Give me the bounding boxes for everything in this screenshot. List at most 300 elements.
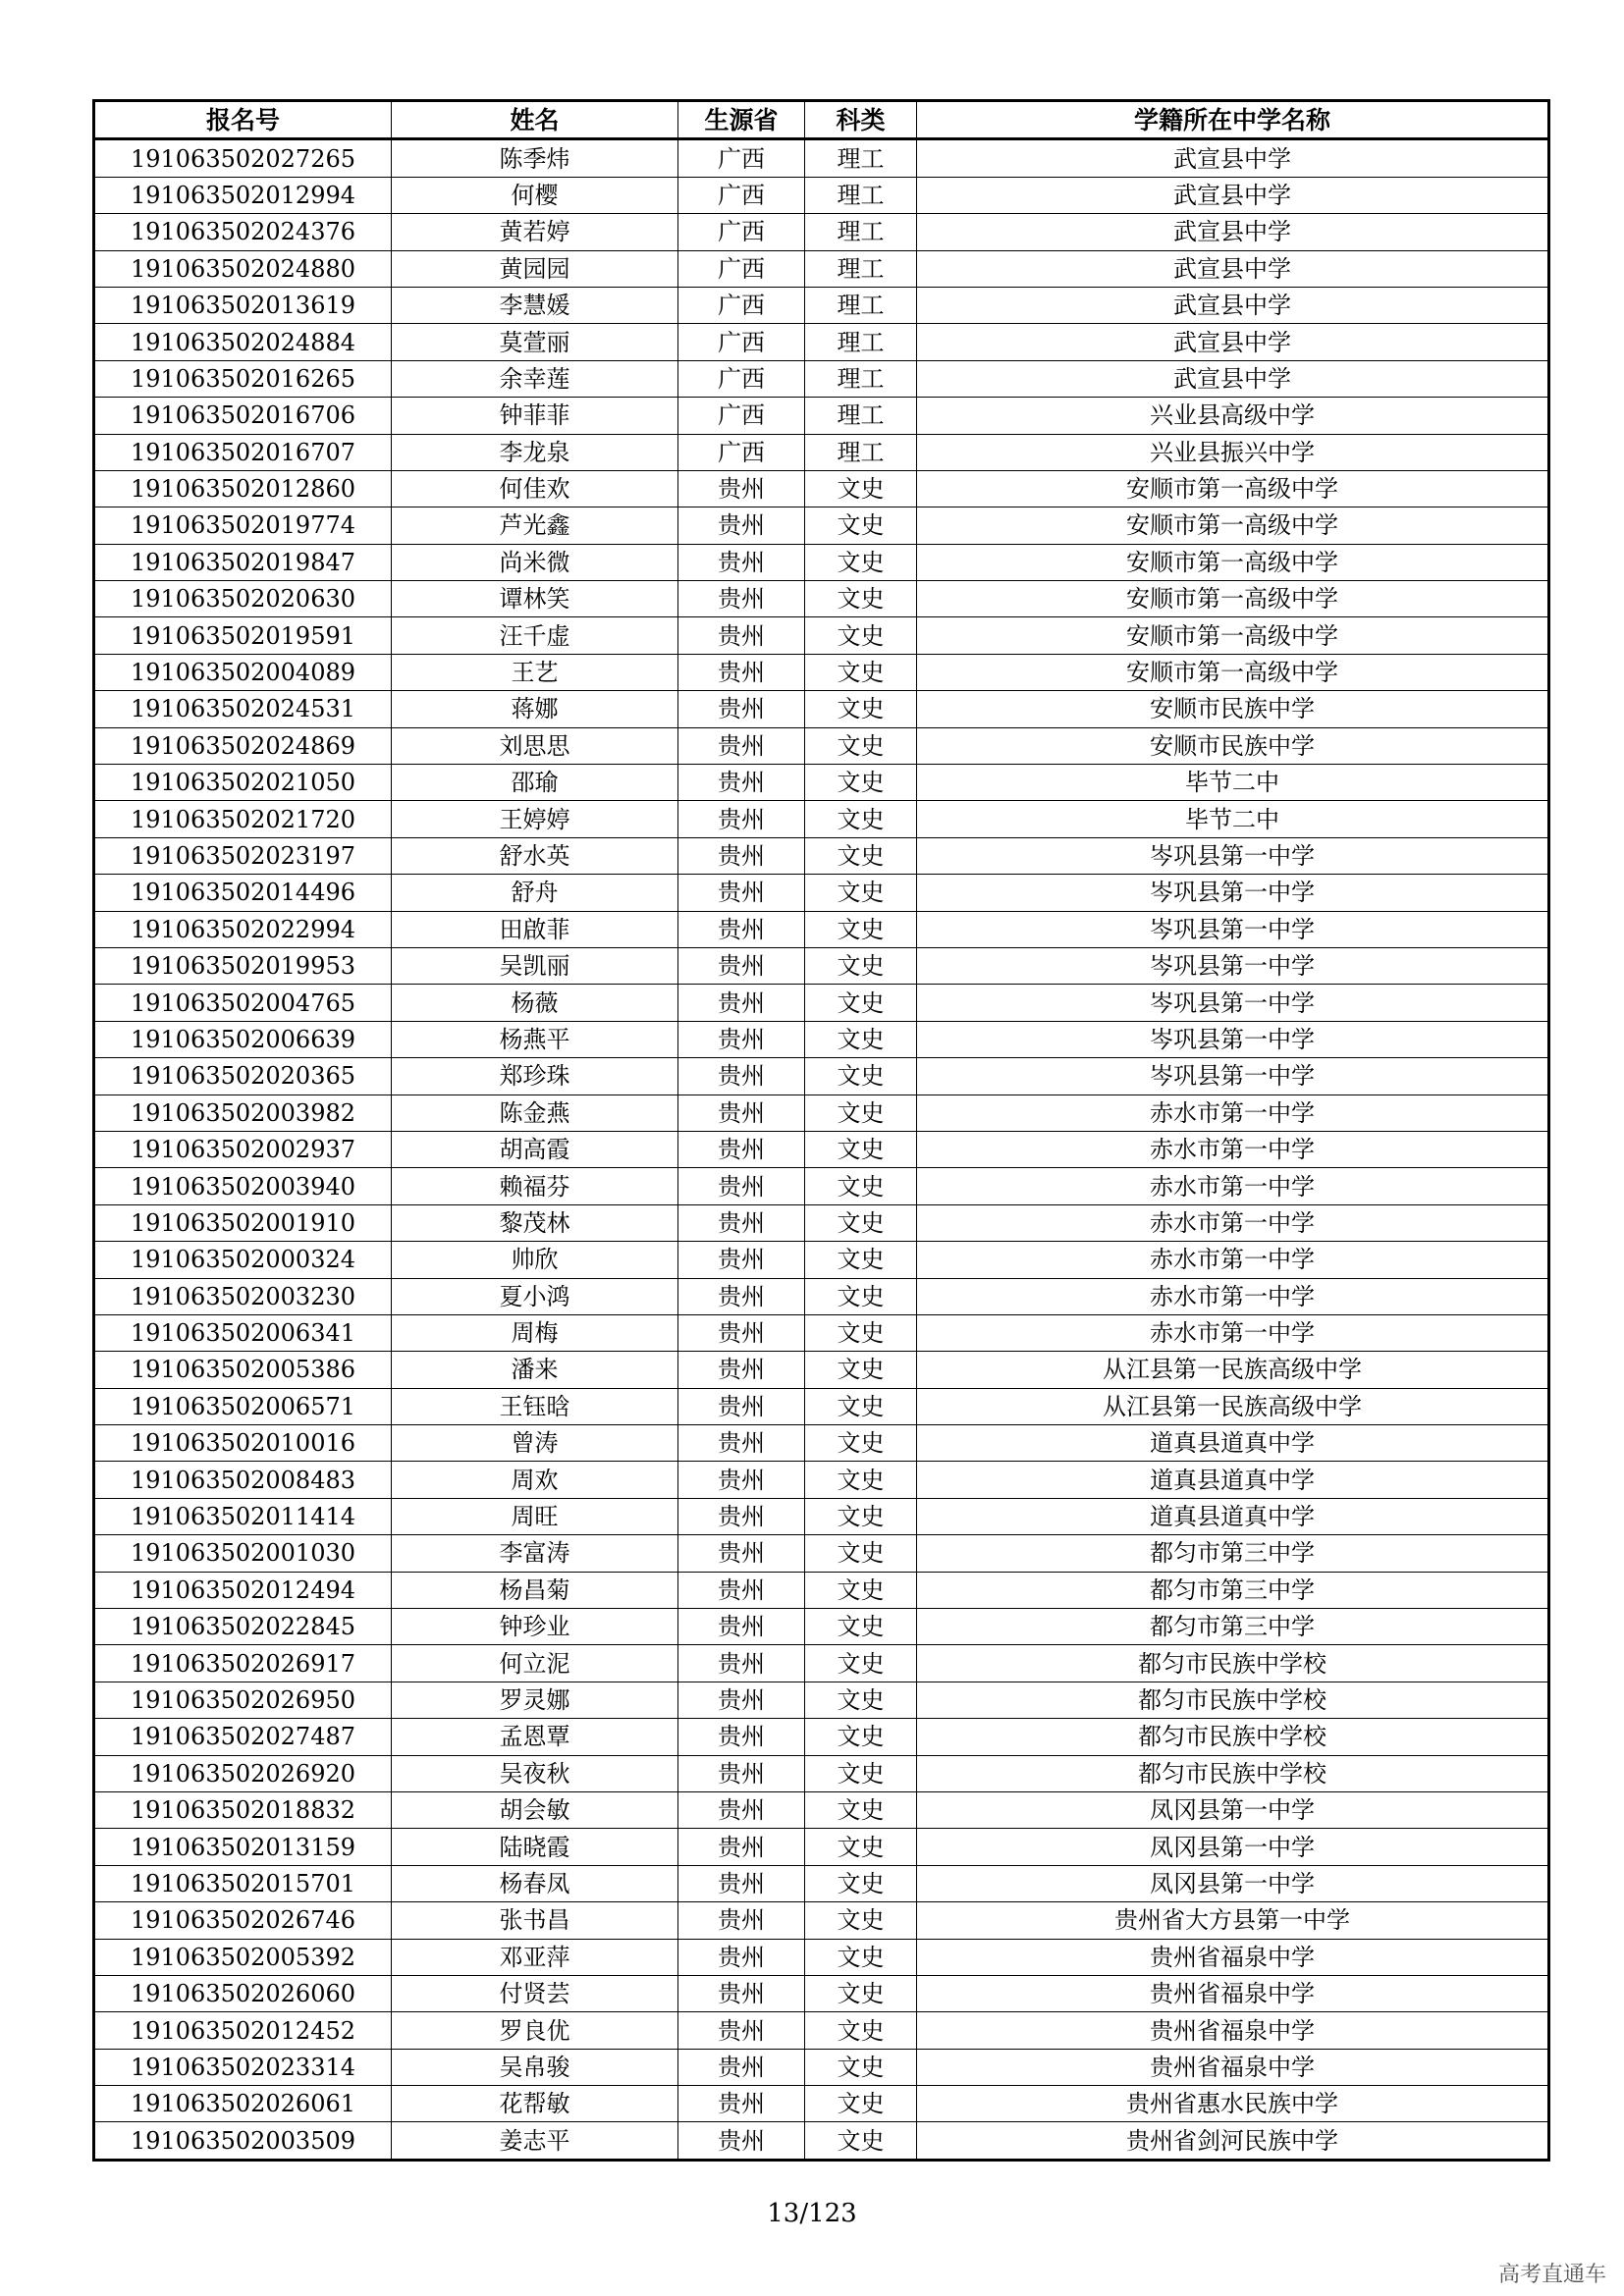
province-cell: 广西 xyxy=(678,214,805,250)
category-cell: 文史 xyxy=(805,947,917,984)
registration-number-cell: 191063502021050 xyxy=(94,765,392,801)
table-row xyxy=(94,398,1549,434)
school-cell: 凤冈县第一中学 xyxy=(917,1865,1549,1901)
school-cell: 道真县道真中学 xyxy=(917,1462,1549,1498)
name-cell: 周欢 xyxy=(392,1462,678,1498)
category-cell: 文史 xyxy=(805,1975,917,2011)
registration-number-cell: 191063502020365 xyxy=(94,1058,392,1095)
table-row xyxy=(94,1975,1549,2011)
table-row xyxy=(94,1462,1549,1498)
school-cell: 兴业县高级中学 xyxy=(917,398,1549,434)
registration-number-cell: 191063502005386 xyxy=(94,1352,392,1388)
province-cell: 贵州 xyxy=(678,581,805,617)
name-cell: 吴凯丽 xyxy=(392,947,678,984)
table-row xyxy=(94,1719,1549,1755)
category-cell: 文史 xyxy=(805,2049,917,2085)
name-cell: 陈季炜 xyxy=(392,139,678,177)
name-cell: 邵瑜 xyxy=(392,765,678,801)
table-row xyxy=(94,214,1549,250)
name-cell: 杨春凤 xyxy=(392,1865,678,1901)
school-cell: 安顺市第一高级中学 xyxy=(917,470,1549,507)
registration-number-cell: 191063502014496 xyxy=(94,875,392,911)
school-cell: 岑巩县第一中学 xyxy=(917,911,1549,947)
school-cell: 兴业县振兴中学 xyxy=(917,434,1549,470)
province-cell: 贵州 xyxy=(678,1352,805,1388)
category-cell: 理工 xyxy=(805,324,917,360)
registration-number-cell: 191063502019953 xyxy=(94,947,392,984)
category-cell: 文史 xyxy=(805,727,917,764)
school-cell: 道真县道真中学 xyxy=(917,1425,1549,1462)
table-row xyxy=(94,1278,1549,1314)
category-cell: 文史 xyxy=(805,1425,917,1462)
registration-number-cell: 191063502012452 xyxy=(94,2012,392,2049)
name-cell: 刘思思 xyxy=(392,727,678,764)
province-cell: 广西 xyxy=(678,360,805,397)
name-cell: 罗良优 xyxy=(392,2012,678,2049)
category-cell: 理工 xyxy=(805,214,917,250)
school-cell: 赤水市第一中学 xyxy=(917,1095,1549,1131)
name-cell: 莫萱丽 xyxy=(392,324,678,360)
name-cell: 郑珍珠 xyxy=(392,1058,678,1095)
province-cell: 贵州 xyxy=(678,1975,805,2011)
name-cell: 王婷婷 xyxy=(392,801,678,837)
school-cell: 从江县第一民族高级中学 xyxy=(917,1388,1549,1424)
school-cell: 武宣县中学 xyxy=(917,214,1549,250)
category-cell: 文史 xyxy=(805,2122,917,2160)
table-row xyxy=(94,801,1549,837)
province-cell: 贵州 xyxy=(678,1095,805,1131)
school-cell: 岑巩县第一中学 xyxy=(917,837,1549,874)
registration-number-cell: 191063502024869 xyxy=(94,727,392,764)
registration-number-cell: 191063502002937 xyxy=(94,1131,392,1167)
table-row xyxy=(94,1829,1549,1865)
table-row xyxy=(94,470,1549,507)
name-cell: 罗灵娜 xyxy=(392,1682,678,1718)
province-cell: 贵州 xyxy=(678,1131,805,1167)
table-row xyxy=(94,507,1549,544)
category-cell: 文史 xyxy=(805,1535,917,1572)
table-row xyxy=(94,1058,1549,1095)
province-cell: 贵州 xyxy=(678,654,805,690)
registration-number-cell: 191063502006341 xyxy=(94,1314,392,1351)
province-cell: 贵州 xyxy=(678,1242,805,1278)
table-row xyxy=(94,2122,1549,2160)
name-cell: 田啟菲 xyxy=(392,911,678,947)
table-row xyxy=(94,1682,1549,1718)
table-row xyxy=(94,2049,1549,2085)
province-cell: 贵州 xyxy=(678,507,805,544)
table-row xyxy=(94,2086,1549,2122)
name-cell: 黎茂林 xyxy=(392,1204,678,1241)
registration-number-cell: 191063502006571 xyxy=(94,1388,392,1424)
school-cell: 都匀市民族中学校 xyxy=(917,1682,1549,1718)
province-cell: 广西 xyxy=(678,324,805,360)
registration-number-cell: 191063502019591 xyxy=(94,617,392,654)
registration-number-cell: 191063502024884 xyxy=(94,324,392,360)
admissions-table xyxy=(92,99,1550,2162)
name-cell: 帅欣 xyxy=(392,1242,678,1278)
school-cell: 都匀市民族中学校 xyxy=(917,1755,1549,1791)
registration-number-cell: 191063502018832 xyxy=(94,1791,392,1828)
school-cell: 贵州省福泉中学 xyxy=(917,1939,1549,1975)
registration-number-cell: 191063502019774 xyxy=(94,507,392,544)
name-cell: 周旺 xyxy=(392,1498,678,1534)
name-cell: 花帮敏 xyxy=(392,2086,678,2122)
registration-number-cell: 191063502022994 xyxy=(94,911,392,947)
province-cell: 贵州 xyxy=(678,1498,805,1534)
name-cell: 邓亚萍 xyxy=(392,1939,678,1975)
table-row xyxy=(94,617,1549,654)
name-cell: 余幸莲 xyxy=(392,360,678,397)
province-cell: 贵州 xyxy=(678,1865,805,1901)
header-category: 科类 xyxy=(805,101,917,139)
registration-number-cell: 191063502027487 xyxy=(94,1719,392,1755)
name-cell: 黄若婷 xyxy=(392,214,678,250)
school-cell: 毕节二中 xyxy=(917,801,1549,837)
name-cell: 舒水英 xyxy=(392,837,678,874)
name-cell: 周梅 xyxy=(392,1314,678,1351)
category-cell: 理工 xyxy=(805,139,917,177)
name-cell: 胡高霞 xyxy=(392,1131,678,1167)
table-row xyxy=(94,2012,1549,2049)
header-registration-number: 报名号 xyxy=(94,101,392,139)
school-cell: 都匀市第三中学 xyxy=(917,1535,1549,1572)
school-cell: 赤水市第一中学 xyxy=(917,1168,1549,1204)
table-row xyxy=(94,287,1549,323)
table-row xyxy=(94,139,1549,177)
table-header xyxy=(94,101,1549,139)
province-cell: 广西 xyxy=(678,250,805,287)
school-cell: 武宣县中学 xyxy=(917,139,1549,177)
school-cell: 岑巩县第一中学 xyxy=(917,1021,1549,1057)
table-row xyxy=(94,1242,1549,1278)
category-cell: 文史 xyxy=(805,875,917,911)
table-row xyxy=(94,1095,1549,1131)
table-row xyxy=(94,581,1549,617)
category-cell: 文史 xyxy=(805,1388,917,1424)
province-cell: 贵州 xyxy=(678,1902,805,1939)
category-cell: 文史 xyxy=(805,1204,917,1241)
province-cell: 贵州 xyxy=(678,1939,805,1975)
header-name: 姓名 xyxy=(392,101,678,139)
province-cell: 贵州 xyxy=(678,617,805,654)
name-cell: 黄园园 xyxy=(392,250,678,287)
school-cell: 武宣县中学 xyxy=(917,177,1549,213)
province-cell: 贵州 xyxy=(678,1462,805,1498)
table-row xyxy=(94,360,1549,397)
school-cell: 毕节二中 xyxy=(917,765,1549,801)
table-row xyxy=(94,1021,1549,1057)
registration-number-cell: 191063502023314 xyxy=(94,2049,392,2085)
category-cell: 文史 xyxy=(805,1645,917,1682)
category-cell: 文史 xyxy=(805,801,917,837)
registration-number-cell: 191063502006639 xyxy=(94,1021,392,1057)
table-row xyxy=(94,1902,1549,1939)
category-cell: 文史 xyxy=(805,985,917,1021)
province-cell: 广西 xyxy=(678,177,805,213)
registration-number-cell: 191063502012994 xyxy=(94,177,392,213)
province-cell: 贵州 xyxy=(678,544,805,580)
name-cell: 何佳欢 xyxy=(392,470,678,507)
category-cell: 文史 xyxy=(805,1462,917,1498)
province-cell: 广西 xyxy=(678,434,805,470)
province-cell: 贵州 xyxy=(678,2086,805,2122)
registration-number-cell: 191063502027265 xyxy=(94,139,392,177)
province-cell: 贵州 xyxy=(678,1388,805,1424)
registration-number-cell: 191063502000324 xyxy=(94,1242,392,1278)
province-cell: 贵州 xyxy=(678,2049,805,2085)
registration-number-cell: 191063502012494 xyxy=(94,1572,392,1608)
school-cell: 武宣县中学 xyxy=(917,360,1549,397)
province-cell: 贵州 xyxy=(678,727,805,764)
page-number: 13/123 xyxy=(767,2199,857,2228)
registration-number-cell: 191063502004089 xyxy=(94,654,392,690)
school-cell: 贵州省剑河民族中学 xyxy=(917,2122,1549,2160)
province-cell: 广西 xyxy=(678,287,805,323)
table-row xyxy=(94,837,1549,874)
province-cell: 贵州 xyxy=(678,2012,805,2049)
school-cell: 赤水市第一中学 xyxy=(917,1204,1549,1241)
category-cell: 理工 xyxy=(805,250,917,287)
school-cell: 凤冈县第一中学 xyxy=(917,1829,1549,1865)
table-row xyxy=(94,1572,1549,1608)
table-row xyxy=(94,544,1549,580)
registration-number-cell: 191063502003940 xyxy=(94,1168,392,1204)
school-cell: 道真县道真中学 xyxy=(917,1498,1549,1534)
category-cell: 理工 xyxy=(805,287,917,323)
registration-number-cell: 191063502003982 xyxy=(94,1095,392,1131)
school-cell: 都匀市民族中学校 xyxy=(917,1719,1549,1755)
category-cell: 文史 xyxy=(805,1791,917,1828)
table-row xyxy=(94,654,1549,690)
school-cell: 安顺市民族中学 xyxy=(917,727,1549,764)
table-row xyxy=(94,1314,1549,1351)
category-cell: 文史 xyxy=(805,654,917,690)
name-cell: 汪千虚 xyxy=(392,617,678,654)
table-row xyxy=(94,727,1549,764)
table-row xyxy=(94,177,1549,213)
registration-number-cell: 191063502024376 xyxy=(94,214,392,250)
category-cell: 理工 xyxy=(805,360,917,397)
name-cell: 杨昌菊 xyxy=(392,1572,678,1608)
category-cell: 文史 xyxy=(805,1021,917,1057)
table-row xyxy=(94,1865,1549,1901)
table-row xyxy=(94,1939,1549,1975)
school-cell: 安顺市第一高级中学 xyxy=(917,654,1549,690)
table-row xyxy=(94,985,1549,1021)
table-body xyxy=(94,139,1549,2160)
table-row xyxy=(94,1498,1549,1534)
school-cell: 武宣县中学 xyxy=(917,250,1549,287)
registration-number-cell: 191063502013159 xyxy=(94,1829,392,1865)
name-cell: 曾涛 xyxy=(392,1425,678,1462)
table-row xyxy=(94,765,1549,801)
registration-number-cell: 191063502024531 xyxy=(94,691,392,727)
table-row xyxy=(94,1425,1549,1462)
province-cell: 贵州 xyxy=(678,1829,805,1865)
name-cell: 陈金燕 xyxy=(392,1095,678,1131)
category-cell: 理工 xyxy=(805,434,917,470)
category-cell: 文史 xyxy=(805,1168,917,1204)
registration-number-cell: 191063502026746 xyxy=(94,1902,392,1939)
registration-number-cell: 191063502013619 xyxy=(94,287,392,323)
name-cell: 胡会敏 xyxy=(392,1791,678,1828)
registration-number-cell: 191063502016265 xyxy=(94,360,392,397)
province-cell: 贵州 xyxy=(678,1645,805,1682)
province-cell: 贵州 xyxy=(678,2122,805,2160)
name-cell: 舒舟 xyxy=(392,875,678,911)
category-cell: 文史 xyxy=(805,1278,917,1314)
registration-number-cell: 191063502026917 xyxy=(94,1645,392,1682)
category-cell: 理工 xyxy=(805,398,917,434)
school-cell: 都匀市第三中学 xyxy=(917,1572,1549,1608)
school-cell: 贵州省福泉中学 xyxy=(917,2049,1549,2085)
name-cell: 钟珍业 xyxy=(392,1609,678,1645)
table-row xyxy=(94,875,1549,911)
school-cell: 岑巩县第一中学 xyxy=(917,875,1549,911)
school-cell: 岑巩县第一中学 xyxy=(917,1058,1549,1095)
registration-number-cell: 191063502016706 xyxy=(94,398,392,434)
category-cell: 文史 xyxy=(805,1498,917,1534)
registration-number-cell: 191063502024880 xyxy=(94,250,392,287)
registration-number-cell: 191063502020630 xyxy=(94,581,392,617)
name-cell: 何立泥 xyxy=(392,1645,678,1682)
name-cell: 吴夜秋 xyxy=(392,1755,678,1791)
province-cell: 贵州 xyxy=(678,1682,805,1718)
school-cell: 赤水市第一中学 xyxy=(917,1131,1549,1167)
name-cell: 何樱 xyxy=(392,177,678,213)
province-cell: 贵州 xyxy=(678,1719,805,1755)
name-cell: 赖福芬 xyxy=(392,1168,678,1204)
category-cell: 文史 xyxy=(805,1314,917,1351)
school-cell: 安顺市第一高级中学 xyxy=(917,617,1549,654)
province-cell: 贵州 xyxy=(678,911,805,947)
school-cell: 从江县第一民族高级中学 xyxy=(917,1352,1549,1388)
table-row xyxy=(94,1168,1549,1204)
registration-number-cell: 191063502001910 xyxy=(94,1204,392,1241)
registration-number-cell: 191063502019847 xyxy=(94,544,392,580)
name-cell: 杨燕平 xyxy=(392,1021,678,1057)
school-cell: 都匀市民族中学校 xyxy=(917,1645,1549,1682)
province-cell: 广西 xyxy=(678,398,805,434)
name-cell: 陆晓霞 xyxy=(392,1829,678,1865)
province-cell: 贵州 xyxy=(678,1535,805,1572)
name-cell: 李富涛 xyxy=(392,1535,678,1572)
province-cell: 贵州 xyxy=(678,1278,805,1314)
category-cell: 文史 xyxy=(805,1352,917,1388)
table-row xyxy=(94,1791,1549,1828)
category-cell: 文史 xyxy=(805,617,917,654)
school-cell: 贵州省惠水民族中学 xyxy=(917,2086,1549,2122)
registration-number-cell: 191063502003509 xyxy=(94,2122,392,2160)
category-cell: 文史 xyxy=(805,2012,917,2049)
name-cell: 蒋娜 xyxy=(392,691,678,727)
registration-number-cell: 191063502022845 xyxy=(94,1609,392,1645)
province-cell: 贵州 xyxy=(678,1609,805,1645)
category-cell: 文史 xyxy=(805,1095,917,1131)
province-cell: 贵州 xyxy=(678,1755,805,1791)
name-cell: 吴帛骏 xyxy=(392,2049,678,2085)
name-cell: 付贤芸 xyxy=(392,1975,678,2011)
province-cell: 贵州 xyxy=(678,1314,805,1351)
name-cell: 杨薇 xyxy=(392,985,678,1021)
table-row xyxy=(94,1131,1549,1167)
province-cell: 贵州 xyxy=(678,691,805,727)
school-cell: 贵州省大方县第一中学 xyxy=(917,1902,1549,1939)
table-row xyxy=(94,691,1549,727)
category-cell: 文史 xyxy=(805,1131,917,1167)
category-cell: 文史 xyxy=(805,1829,917,1865)
school-cell: 岑巩县第一中学 xyxy=(917,947,1549,984)
name-cell: 李慧媛 xyxy=(392,287,678,323)
school-cell: 贵州省福泉中学 xyxy=(917,1975,1549,2011)
category-cell: 理工 xyxy=(805,177,917,213)
registration-number-cell: 191063502011414 xyxy=(94,1498,392,1534)
school-cell: 赤水市第一中学 xyxy=(917,1314,1549,1351)
registration-number-cell: 191063502008483 xyxy=(94,1462,392,1498)
registration-number-cell: 191063502005392 xyxy=(94,1939,392,1975)
registration-number-cell: 191063502026950 xyxy=(94,1682,392,1718)
registration-number-cell: 191063502026061 xyxy=(94,2086,392,2122)
category-cell: 文史 xyxy=(805,1058,917,1095)
category-cell: 文史 xyxy=(805,765,917,801)
registration-number-cell: 191063502003230 xyxy=(94,1278,392,1314)
registration-number-cell: 191063502001030 xyxy=(94,1535,392,1572)
registration-number-cell: 191063502012860 xyxy=(94,470,392,507)
category-cell: 文史 xyxy=(805,1902,917,1939)
category-cell: 文史 xyxy=(805,470,917,507)
table-row xyxy=(94,250,1549,287)
category-cell: 文史 xyxy=(805,507,917,544)
category-cell: 文史 xyxy=(805,1719,917,1755)
category-cell: 文史 xyxy=(805,1939,917,1975)
province-cell: 贵州 xyxy=(678,1572,805,1608)
province-cell: 贵州 xyxy=(678,801,805,837)
table-row xyxy=(94,1609,1549,1645)
registration-number-cell: 191063502010016 xyxy=(94,1425,392,1462)
school-cell: 凤冈县第一中学 xyxy=(917,1791,1549,1828)
registration-number-cell: 191063502023197 xyxy=(94,837,392,874)
category-cell: 文史 xyxy=(805,1682,917,1718)
name-cell: 钟菲菲 xyxy=(392,398,678,434)
school-cell: 武宣县中学 xyxy=(917,324,1549,360)
name-cell: 王钰晗 xyxy=(392,1388,678,1424)
province-cell: 贵州 xyxy=(678,837,805,874)
category-cell: 文史 xyxy=(805,544,917,580)
name-cell: 潘来 xyxy=(392,1352,678,1388)
province-cell: 广西 xyxy=(678,139,805,177)
name-cell: 谭林笑 xyxy=(392,581,678,617)
category-cell: 文史 xyxy=(805,691,917,727)
province-cell: 贵州 xyxy=(678,1204,805,1241)
province-cell: 贵州 xyxy=(678,470,805,507)
category-cell: 文史 xyxy=(805,1572,917,1608)
header-row xyxy=(94,101,1549,139)
table-row xyxy=(94,434,1549,470)
province-cell: 贵州 xyxy=(678,1058,805,1095)
province-cell: 贵州 xyxy=(678,1791,805,1828)
province-cell: 贵州 xyxy=(678,765,805,801)
province-cell: 贵州 xyxy=(678,1425,805,1462)
name-cell: 姜志平 xyxy=(392,2122,678,2160)
province-cell: 贵州 xyxy=(678,1021,805,1057)
watermark: 高考直通车 xyxy=(1497,2263,1606,2287)
header-province: 生源省 xyxy=(678,101,805,139)
table-row xyxy=(94,1755,1549,1791)
name-cell: 李龙泉 xyxy=(392,434,678,470)
school-cell: 都匀市第三中学 xyxy=(917,1609,1549,1645)
category-cell: 文史 xyxy=(805,837,917,874)
